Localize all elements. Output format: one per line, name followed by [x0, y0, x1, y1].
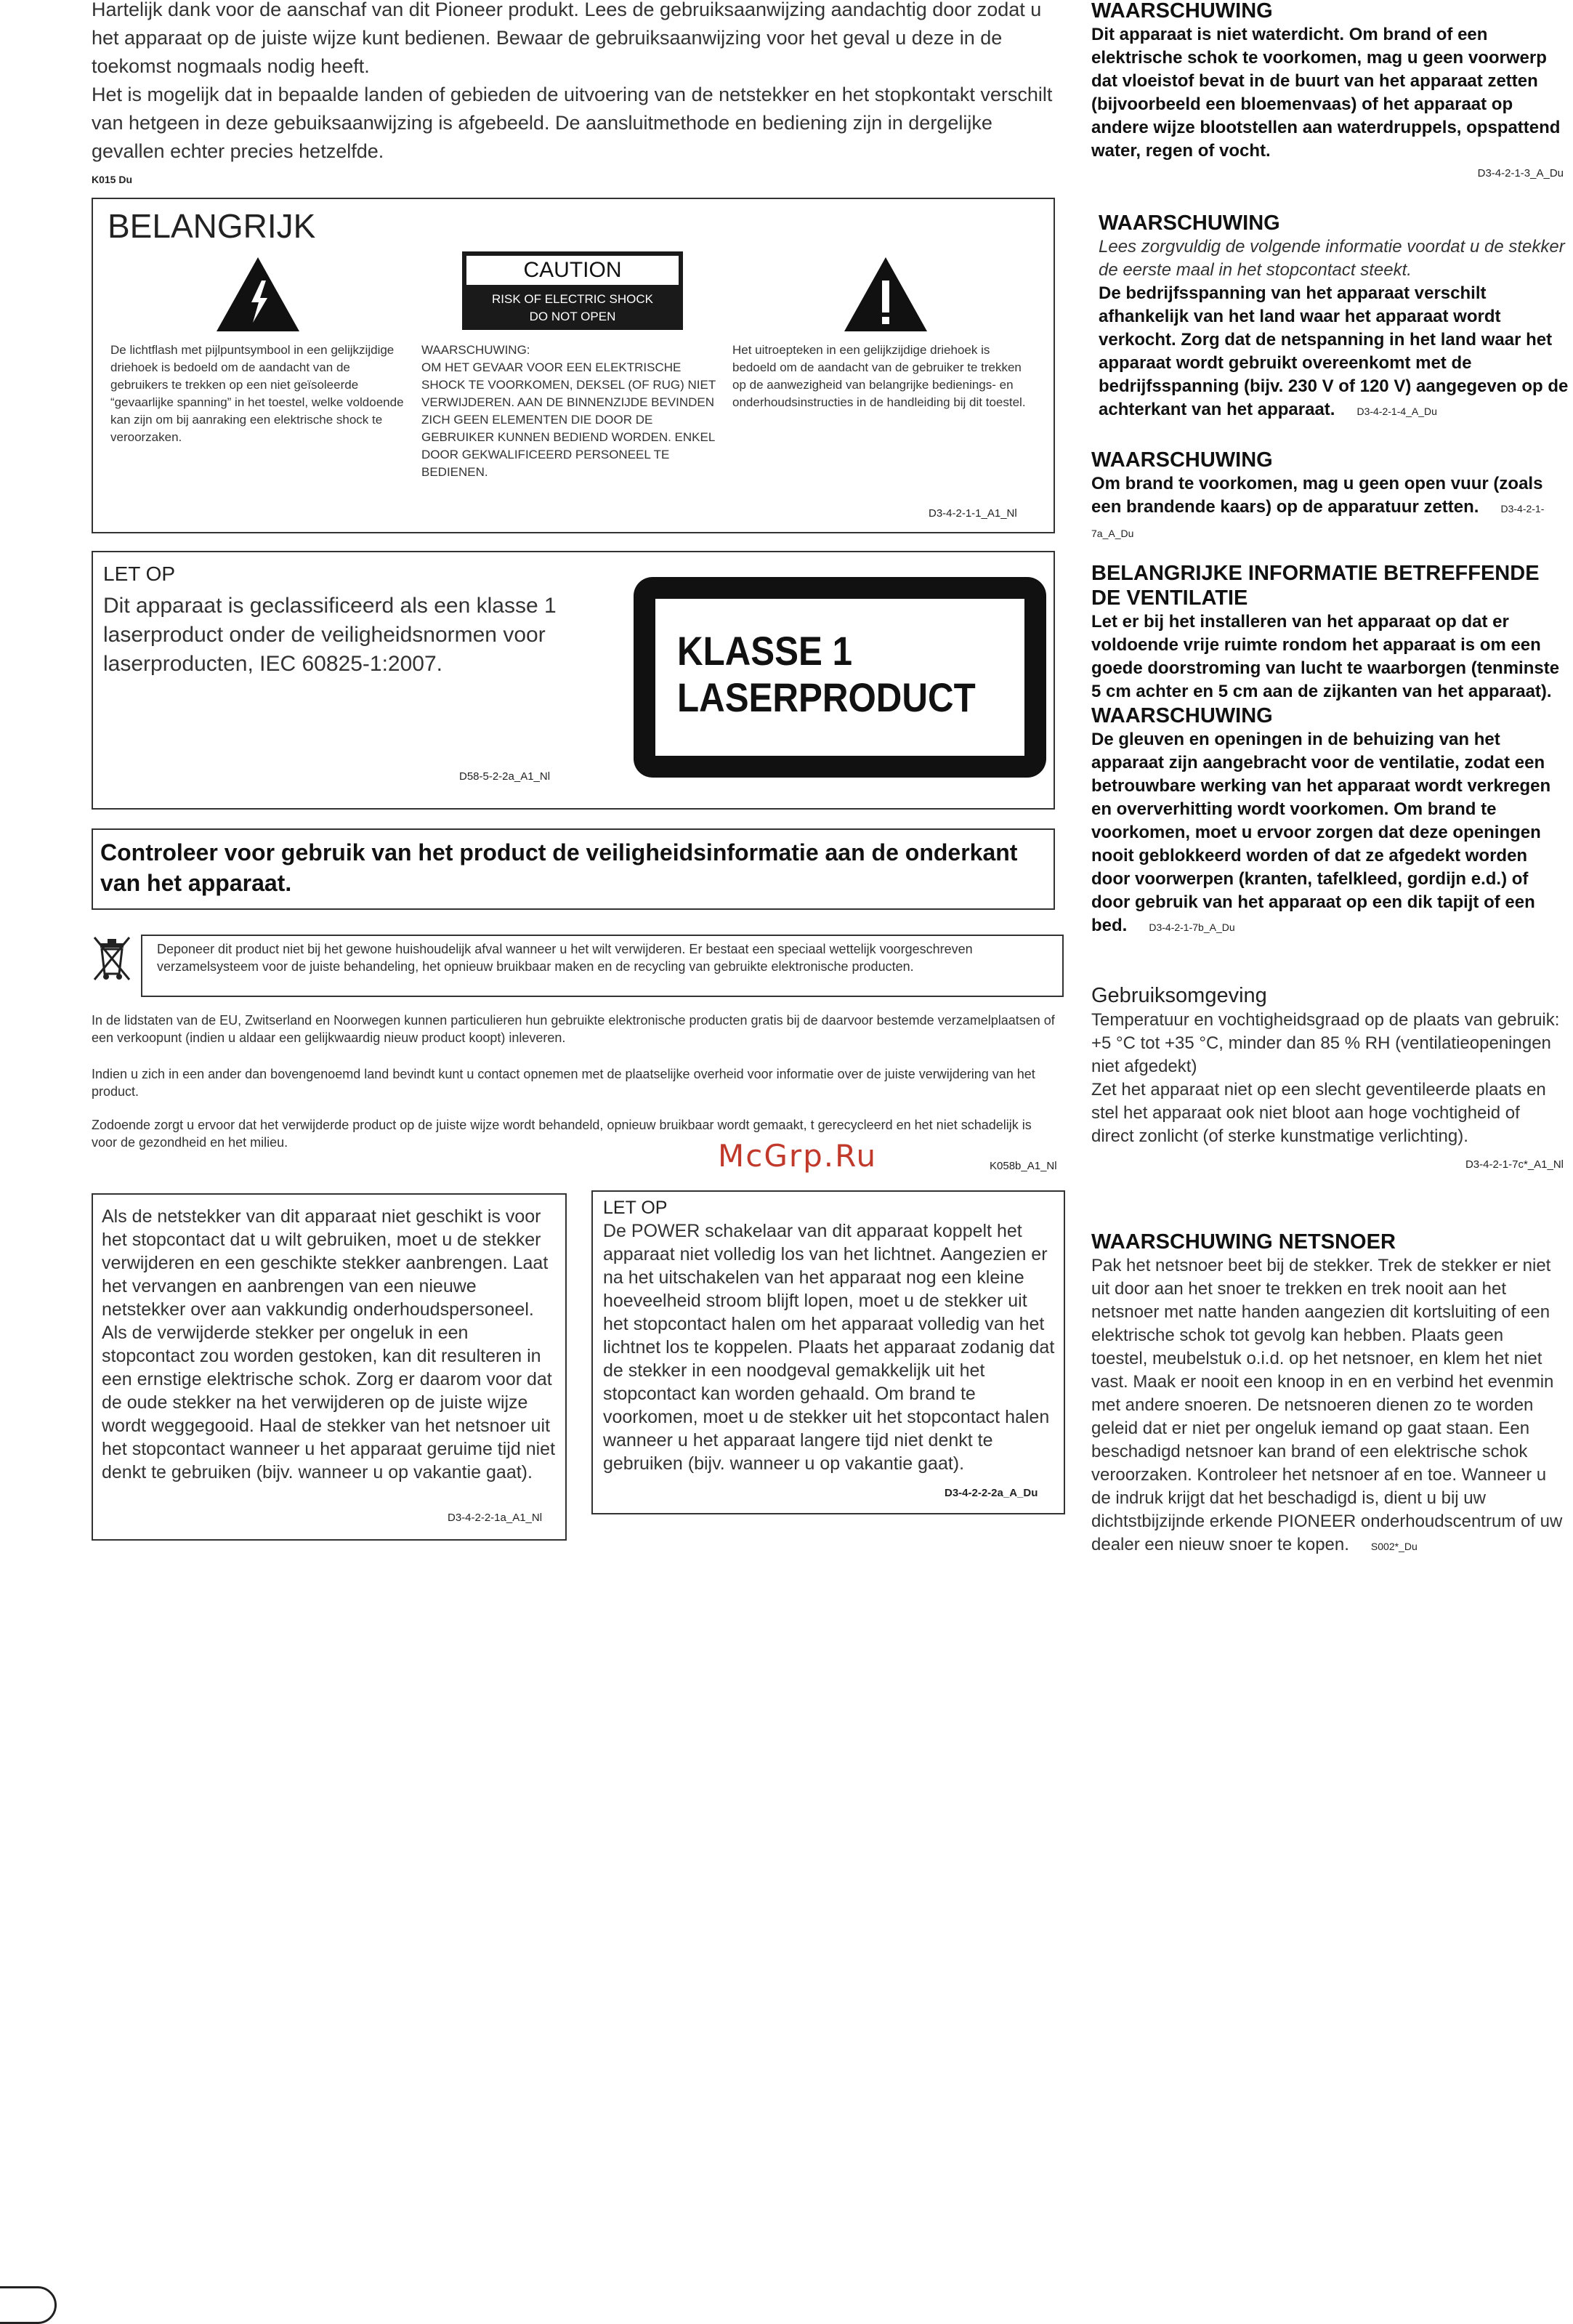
- ventilation-text: Let er bij het installeren van het apparaat op dat er voldoende vrije ruimte rondom het apparaat is om een goede doorstroming van lucht te waarborgen (tenminste 5 cm achter en 5 cm aan de zijkanten van het apparaat).: [1091, 612, 1560, 701]
- warning-water-text: Dit apparaat is niet waterdicht. Om brand of een elektrische schok te voorkomen, mag u geen voorwerp dat vloeistof bevat in de buurt van het apparaat zetten (bijvoorbeeld een bloemenvaas) of het apparaat op andere wijze blootstellen aan waterdruppels, opspattend water, regen of vocht.: [1091, 25, 1561, 161]
- plug-code: D3-4-2-2-1a_A1_Nl: [448, 1512, 543, 1524]
- watermark: McGrp.Ru: [718, 1138, 878, 1174]
- warning-water-title: WAARSCHUWING: [1091, 0, 1273, 23]
- important-col-2: [421, 342, 719, 481]
- environment-code: D3-4-2-1-7c*_A1_Nl: [1465, 1158, 1564, 1171]
- power-box: [591, 1190, 1065, 1514]
- check-text: Controleer voor gebruik van het product de veiligheidsinformatie aan de onderkant van het apparaat.: [100, 839, 1018, 896]
- important-col-3: Het uitroepteken in een gelijkzijdige driehoek is bedoeld om de aandacht van de gebruiker te trekken op de aanwezigheid van belangrijke bedienings- en onderhoudsinstructies in de handleiding bij dit toestel.: [732, 343, 1026, 409]
- power-cord-text: [1091, 1254, 1564, 1558]
- laser-box: [92, 551, 1055, 810]
- power-cord-body: Pak het netsnoer beet bij de stekker. Trek de stekker er niet uit door aan het snoer te trekken en trek nooit aan het netsnoer met natte handen aangezien dit kortsluiting of een elektrische schok tot gevolg kan hebben. Plaats geen toestel, meubelstuk o.i.d. op het netsnoer, en klem het niet vast. Maak er nooit een knoop in en en verbind het evenmin met andere snoeren. De netsnoeren dienen zo te worden geleid dat er niet per ongeluk iemand op gaat staan. Een beschadigd netsnoer kan brand of een elektrische schok veroorzaken. Kontroleer het netsnoer af en toe. Wanneer u de indruk krijgt dat het beschadigd is, dient u bij uw dichtstbijzijnde erkende PIONEER onderhoudscentrum of uw dealer een nieuw snoer te kopen.: [1091, 1256, 1563, 1554]
- warning-fire-title: WAARSCHUWING: [1091, 448, 1273, 472]
- exclamation-warning-icon: [843, 256, 929, 333]
- warning-voltage-body: De bedrijfsspanning van het apparaat verschilt afhankelijk van het land waar het apparaat wordt verkocht. Zorg dat de netspanning in het land waar het apparaat wordt gebruikt overeenkomt met de bedrijfsspanning (bijv. 230 V of 120 V) aangegeven op de achterkant van het apparaat.: [1099, 283, 1569, 419]
- intro-paragraph-1: Hartelijk dank voor de aanschaf van dit Pioneer produkt. Lees de gebruiksaanwijzing aandachtig door zodat u het apparaat op de juiste wijze kunt bedienen. Bewaar de gebruiksaanwijzing voor het geval u deze in de toekomst nogmaals nodig heeft.: [92, 0, 1042, 77]
- caution-sub-2: DO NOT OPEN: [529, 310, 616, 323]
- check-box: [92, 828, 1055, 910]
- weee-box-text: Deponeer dit product niet bij het gewone huishoudelijk afval wanneer u het wilt verwijderen. Er bestaat een speciaal wettelijk voorgeschreven verzamelsysteem voor de juiste behandeling, het opnieuw bruikbaar maken en de recycling van gebruikte elektronische producten.: [157, 942, 973, 974]
- intro-code: K015 Du: [92, 174, 133, 185]
- important-col-2-text: OM HET GEVAAR VOOR EEN ELEKTRISCHE SHOCK TE VOORKOMEN, DEKSEL (OF RUG) NIET VERWIJDEREN. AAN DE BINNENZIJDE BEVINDEN ZICH GEEN ELEMENTEN DIE DOOR DE GEBRUIKER KUNNEN BEDIEND WORDEN. ENKEL DOOR GEKWALIFICEERD PERSONEEL TE BEDIENEN.: [421, 360, 716, 479]
- weee-code: K058b_A1_Nl: [990, 1160, 1057, 1172]
- warning-fire-text: [1091, 472, 1564, 545]
- power-cord-code: S002*_Du: [1370, 1541, 1418, 1552]
- power-title: LET OP: [603, 1198, 668, 1218]
- ventilation-title: BELANGRIJKE INFORMATIE BETREFFENDE DE VENTILATIE: [1091, 562, 1540, 610]
- intro: [92, 0, 1058, 194]
- operating-environment: [1091, 983, 1564, 1171]
- warning-water-code: D3-4-2-1-3_A_Du: [1477, 167, 1564, 179]
- warning-voltage-text: [1099, 282, 1571, 423]
- warning-water: [1091, 0, 1564, 179]
- lightning-warning-icon: [215, 256, 301, 333]
- warning-fire: [1091, 448, 1564, 545]
- ventilation-warning-title: WAARSCHUWING: [1091, 704, 1273, 727]
- environment-text-2: +5 °C tot +35 °C, minder dan 85 % RH (ventilatieopeningen niet afgedekt): [1091, 1033, 1551, 1076]
- important-title: BELANGRIJK: [108, 207, 316, 245]
- power-code: D3-4-2-2-2a_A_Du: [945, 1487, 1038, 1499]
- important-box: [92, 198, 1055, 533]
- warning-voltage-title: WAARSCHUWING: [1099, 211, 1280, 235]
- weee-box: [141, 935, 1064, 997]
- power-cord-title: WAARSCHUWING NETSNOER: [1091, 1230, 1396, 1254]
- power-cord-warning: [1091, 1230, 1564, 1558]
- page-tab: [0, 2286, 57, 2324]
- ventilation-warning-text: [1091, 728, 1564, 939]
- plug-box: [92, 1193, 567, 1541]
- weee-paragraph-3: Zodoende zorgt u ervoor dat het verwijderde product op de juiste wijze wordt behandeld, opnieuw bruikbaar wordt gemaakt, t gerecycleerd en het niet schadelijk is voor de gezondheid en het milieu.: [92, 1118, 1032, 1150]
- important-col-2-head: WAARSCHUWING:: [421, 343, 530, 357]
- power-text: De POWER schakelaar van dit apparaat koppelt het apparaat niet volledig los van het lichtnet. Aangezien er na het uitschakelen van het apparaat nog een kleine hoeveelheid stroom blijft lopen, moet u de stekker uit het stopcontact halen om het apparaat volledig van het lichtnet los te koppelen. Plaats het apparaat zodanig dat de stekker in een noodgeval gemakkelijk uit het stopcontact kan worden gehaald. Om brand te voorkomen, moet u de stekker uit het stopcontact halen wanneer u het apparaat langere tijd niet denkt te gebruiken (bijv. wanneer u op vakantie gaat).: [603, 1221, 1055, 1474]
- plug-text: Als de netstekker van dit apparaat niet geschikt is voor het stopcontact dat u wilt gebruiken, moet u de stekker verwijderen en een geschikte stekker aanbrengen. Laat het vervangen en aanbrengen van een nieuwe netstekker over aan vakkundig onderhoudspersoneel. Als de verwijderde stekker per ongeluk in een stopcontact zou worden gestoken, kan dit resulteren in een ernstige elektrische schok. Zorg er daarom voor dat de oude stekker na het verwijderen op de juiste wijze wordt weggegooid. Haal de stekker van het netsnoer uit het stopcontact wanneer u het apparaat geruime tijd niet denkt te gebruiken (bijv. wanneer u op vakantie gaat).: [102, 1206, 556, 1482]
- laser-code: D58-5-2-2a_A1_Nl: [459, 770, 551, 783]
- laser-label-line-1: KLASSE 1: [677, 628, 852, 674]
- ventilation-warning-body: De gleuven en openingen in de behuizing van het apparaat zijn aangebracht voor de ventilatie, zodat een betrouwbare werking van het apparaat wordt verkregen en oververhitting wordt voorkomen. Om brand te voorkomen, moet u ervoor zorgen dat deze openingen nooit geblokkeerd worden of dat ze afgedekt worden door voorwerpen (kranten, tafelkleed, gordijn e.d.) of door gebruik van het apparaat op een dik tapijt of een bed.: [1091, 730, 1551, 935]
- important-col-1: De lichtflash met pijlpuntsymbool in een gelijkzijdige driehoek is bedoeld om de aandacht van de gebruikers te trekken op een niet geïsoleerde “gevaarlijke spanning” in het toestel, welke voldoende kan zijn om bij aanraking een elektrische shock te veroorzaken.: [110, 343, 404, 444]
- caution-title: CAUTION: [466, 256, 679, 285]
- warning-voltage-italic: Lees zorgvuldig de volgende informatie voordat u de stekker de eerste maal in het stopcontact steekt.: [1099, 237, 1565, 280]
- intro-paragraph-2: Het is mogelijk dat in bepaalde landen of gebieden de uitvoering van de netstekker en het stopkontakt verschilt van hetgeen in deze gebuiksaanwijzing is afgebeeld. De aansluitmethode en bediening zijn in dergelijke gevallen echter precies hetzelfde.: [92, 84, 1053, 162]
- ventilation-warning-code: D3-4-2-1-7b_A_Du: [1149, 921, 1235, 933]
- laser-title: LET OP: [103, 562, 176, 585]
- environment-text-3: Zet het apparaat niet op een slecht geventileerde plaats en stel het apparaat ook niet bloot aan hoge vochtigheid of direct zonlicht (of sterke kunstmatige verlichting).: [1091, 1080, 1546, 1146]
- important-code: D3-4-2-1-1_A1_Nl: [929, 507, 1017, 520]
- warning-fire-code: D3-4-2-1-7a_A_Du: [1091, 503, 1545, 539]
- weee-paragraph-2: Indien u zich in een ander dan bovengenoemd land bevindt kunt u contact opnemen met de plaatselijke overheid voor informatie over de juiste verwijdering van het product.: [92, 1067, 1035, 1099]
- warning-voltage-code: D3-4-2-1-4_A_Du: [1356, 406, 1437, 417]
- environment-title: Gebruiksomgeving: [1091, 984, 1267, 1007]
- ventilation-info: [1091, 561, 1564, 939]
- crossed-bin-icon: [90, 935, 134, 983]
- laser-class-label: [634, 577, 1046, 778]
- laser-label-line-2: LASERPRODUCT: [677, 674, 976, 720]
- caution-label: [462, 251, 683, 330]
- caution-sub-1: RISK OF ELECTRIC SHOCK: [492, 292, 653, 306]
- warning-voltage: [1099, 211, 1571, 423]
- laser-text: Dit apparaat is geclassificeerd als een klasse 1 laserproduct onder de veiligheidsnormen voor laserproducten, IEC 60825-1:2007.: [103, 594, 557, 676]
- warning-fire-body: Om brand te voorkomen, mag u geen open vuur (zoals een brandende kaars) op de apparatuur zetten.: [1091, 474, 1543, 517]
- weee-paragraph-1: In de lidstaten van de EU, Zwitserland en Noorwegen kunnen particulieren hun gebruikte elektronische producten gratis bij de daarvoor bestemde verzamelplaatsen of een verkoopunt (indien u aldaar een gelijkwaardig nieuw product koopt) inleveren.: [92, 1013, 1055, 1045]
- environment-text-1: Temperatuur en vochtigheidsgraad op de plaats van gebruik:: [1091, 1010, 1560, 1030]
